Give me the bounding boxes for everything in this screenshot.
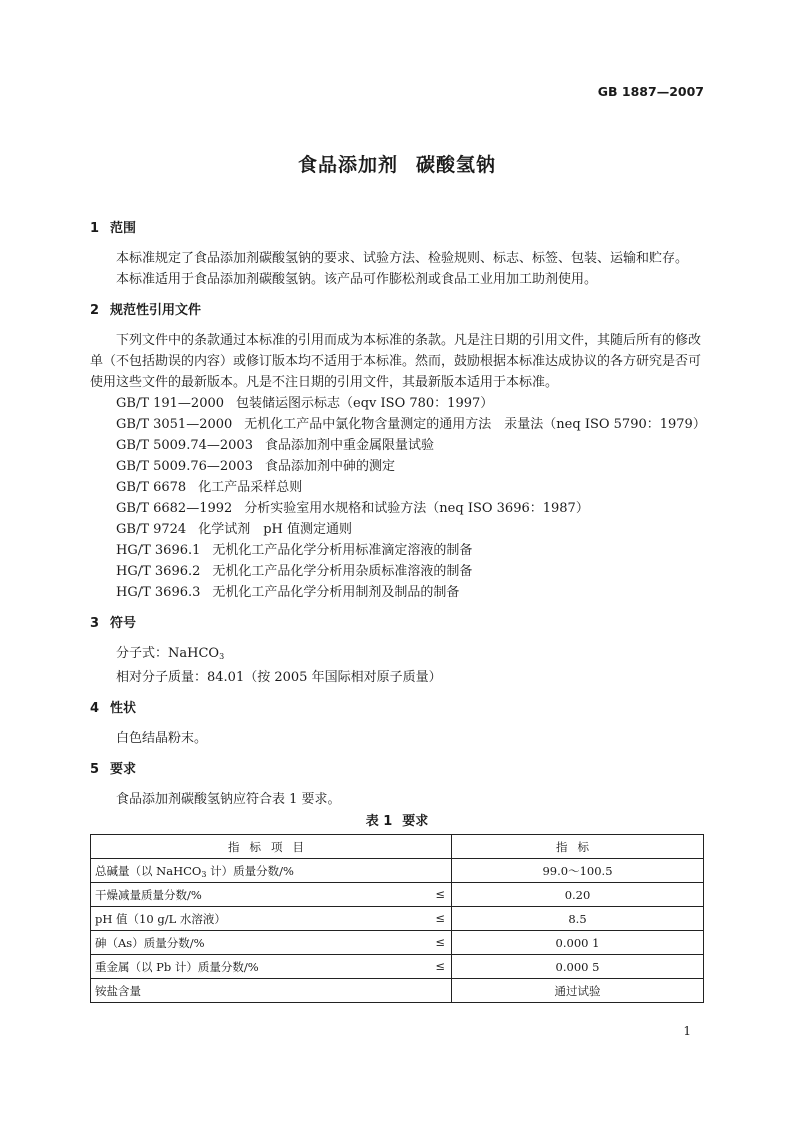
section-requirements xyxy=(90,759,704,810)
reference-title: 包装储运图示标志（eqv ISO 780：1997） xyxy=(236,396,494,411)
section-number: 1 xyxy=(90,221,100,236)
value-cell: 通过试验 xyxy=(452,979,704,1003)
formula-subscript: 3 xyxy=(219,652,225,661)
section-properties xyxy=(90,698,704,749)
indicator-cell: 总碱量（以 NaHCO$_3$ 计）质量分数/% xyxy=(91,859,452,883)
formula-label: 分子式： xyxy=(116,646,169,661)
reference-title: 无机化工产品中氯化物含量测定的通用方法 汞量法（neq ISO 5790：1979） xyxy=(244,417,706,432)
reference-title: 食品添加剂中重金属限量试验 xyxy=(264,438,434,453)
table-row xyxy=(91,955,704,979)
reference-item xyxy=(90,498,704,519)
table-caption-title: 要求 xyxy=(402,814,429,829)
reference-code: GB/T 9724 xyxy=(116,522,187,537)
reference-title: 无机化工产品化学分析用杂质标准溶液的制备 xyxy=(212,564,473,579)
section-symbols xyxy=(90,613,704,688)
reference-title: 化工产品采样总则 xyxy=(198,480,303,495)
reference-code: HG/T 3696.1 xyxy=(116,543,201,558)
section-normative-references xyxy=(90,300,704,603)
table-caption xyxy=(90,812,704,832)
indicator-cell: 干燥减量质量分数/% ≤ xyxy=(91,883,452,907)
section-title: 符号 xyxy=(110,616,137,631)
standard-number: GB 1887—2007 xyxy=(597,84,704,99)
section-heading xyxy=(90,698,704,720)
reference-item xyxy=(90,519,704,540)
requirements-table xyxy=(90,834,704,1003)
reference-item xyxy=(90,582,704,603)
section-title: 规范性引用文件 xyxy=(110,303,202,318)
table-row xyxy=(91,859,704,883)
comparison-sign: ≤ xyxy=(435,935,445,949)
paragraph: 本标准规定了食品添加剂碳酸氢钠的要求、试验方法、检验规则、标志、标签、包装、运输和贮存。 xyxy=(116,251,689,266)
value-cell: 8.5 xyxy=(452,907,704,931)
table-row xyxy=(91,979,704,1003)
comparison-sign: ≤ xyxy=(435,887,445,901)
table-caption-label: 表 1 xyxy=(365,814,393,829)
reference-code: HG/T 3696.2 xyxy=(116,564,201,579)
section-number: 4 xyxy=(90,701,100,716)
molecular-formula xyxy=(90,643,704,667)
column-header-item: 指标项目 xyxy=(91,835,452,859)
table-row xyxy=(91,883,704,907)
section-title: 性状 xyxy=(110,701,137,716)
indicator-cell: 铵盐含量 xyxy=(91,979,452,1003)
comparison-sign: ≤ xyxy=(435,959,445,973)
reference-code: GB/T 3051—2000 xyxy=(116,417,233,432)
reference-item xyxy=(90,456,704,477)
section-number: 3 xyxy=(90,616,100,631)
section-heading xyxy=(90,300,704,322)
reference-code: GB/T 191—2000 xyxy=(116,396,225,411)
reference-code: GB/T 6678 xyxy=(116,480,187,495)
section-scope xyxy=(90,218,704,290)
table-row xyxy=(91,907,704,931)
value-cell: 0.000 5 xyxy=(452,955,704,979)
section-heading xyxy=(90,613,704,635)
formula-main: NaHCO xyxy=(168,646,220,661)
value-cell: 0.20 xyxy=(452,883,704,907)
reference-item xyxy=(90,561,704,582)
value-cell: 0.000 1 xyxy=(452,931,704,955)
reference-item xyxy=(90,435,704,456)
section-heading xyxy=(90,759,704,781)
reference-code: GB/T 6682—1992 xyxy=(116,501,233,516)
section-number: 2 xyxy=(90,303,100,318)
document-body xyxy=(90,218,704,1003)
reference-title: 食品添加剂中砷的测定 xyxy=(264,459,395,474)
reference-item xyxy=(90,414,704,435)
reference-title: 化学试剂 pH 值测定通则 xyxy=(198,522,353,537)
value-cell: 99.0～100.5 xyxy=(452,859,704,883)
paragraph: 食品添加剂碳酸氢钠应符合表 1 要求。 xyxy=(116,792,341,807)
reference-title: 无机化工产品化学分析用制剂及制品的制备 xyxy=(212,585,460,600)
reference-code: HG/T 3696.3 xyxy=(116,585,201,600)
molecular-mass: 相对分子质量：84.01（按 2005 年国际相对原子质量） xyxy=(116,670,442,685)
reference-title: 无机化工产品化学分析用标准滴定溶液的制备 xyxy=(212,543,473,558)
section-heading xyxy=(90,218,704,240)
indicator-cell: pH 值（10 g/L 水溶液） ≤ xyxy=(91,907,452,931)
reference-item xyxy=(90,393,704,414)
table-row xyxy=(91,931,704,955)
page-number: 1 xyxy=(683,1024,691,1038)
section-number: 5 xyxy=(90,762,100,777)
reference-item xyxy=(90,540,704,561)
indicator-cell: 砷（As）质量分数/% ≤ xyxy=(91,931,452,955)
title-part-2: 碳酸氢钠 xyxy=(416,154,497,176)
paragraph: 本标准适用于食品添加剂碳酸氢钠。该产品可作膨松剂或食品工业用加工助剂使用。 xyxy=(116,272,598,287)
reference-item xyxy=(90,477,704,498)
reference-code: GB/T 5009.76—2003 xyxy=(116,459,253,474)
comparison-sign: ≤ xyxy=(435,911,445,925)
section-title: 要求 xyxy=(110,762,137,777)
reference-code: GB/T 5009.74—2003 xyxy=(116,438,253,453)
reference-title: 分析实验室用水规格和试验方法（neq ISO 3696：1987） xyxy=(244,501,589,516)
column-header-value: 指标 xyxy=(452,835,704,859)
document-title xyxy=(0,150,794,177)
paragraph: 下列文件中的条款通过本标准的引用而成为本标准的条款。凡是注日期的引用文件，其随后所有的修改单（不包括勘误的内容）或修订版本均不适用于本标准。然而，鼓励根据本标准达成协议的各方研究是否可使用这些文件的最新版本。凡是不注日期的引用文件，其最新版本适用于本标准。 xyxy=(90,333,702,390)
indicator-cell: 重金属（以 Pb 计）质量分数/% ≤ xyxy=(91,955,452,979)
table-header-row xyxy=(91,835,704,859)
title-part-1: 食品添加剂 xyxy=(297,154,398,176)
paragraph: 白色结晶粉末。 xyxy=(116,731,208,746)
section-title: 范围 xyxy=(110,221,137,236)
